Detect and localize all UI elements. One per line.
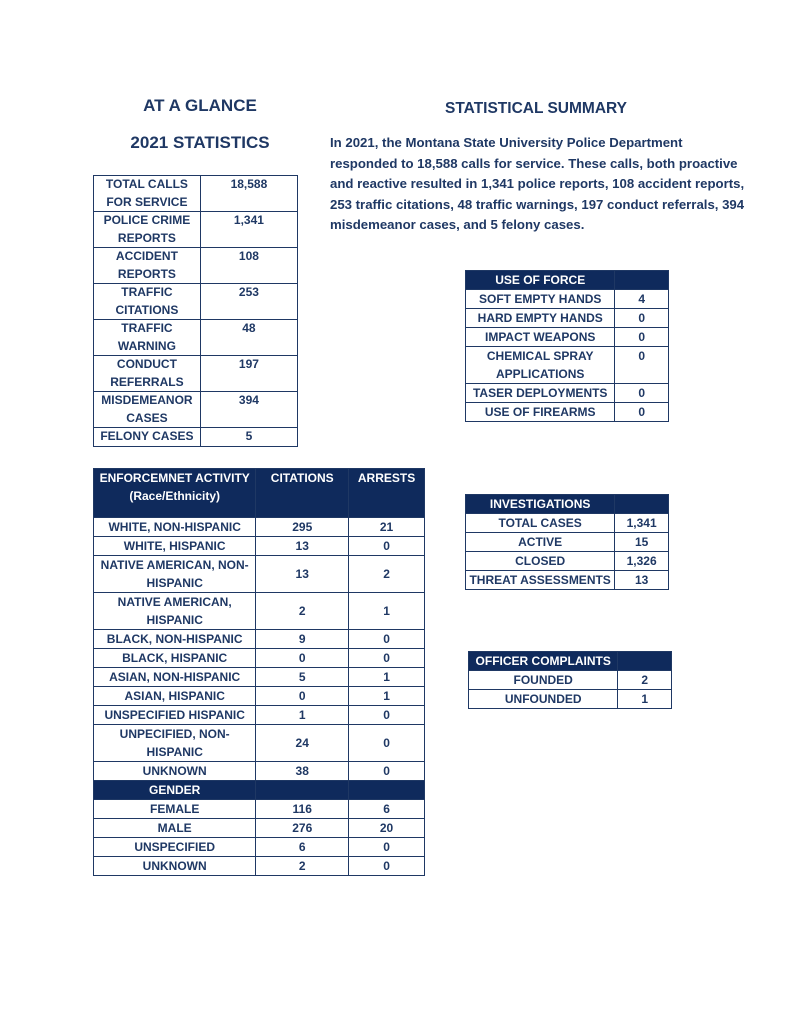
table-row xyxy=(94,838,425,857)
row-label: CONDUCT REFERRALS xyxy=(94,356,201,392)
table-row xyxy=(94,593,425,630)
row-label: NATIVE AMERICAN, NON-HISPANIC xyxy=(94,556,256,593)
table-row xyxy=(466,552,669,571)
arrests-value: 1 xyxy=(349,593,425,630)
use-of-force-header: USE OF FORCE xyxy=(466,271,615,290)
table-row xyxy=(466,309,669,328)
citations-value: 5 xyxy=(256,668,349,687)
table-row xyxy=(469,690,672,709)
row-label: TOTAL CALLS FOR SERVICE xyxy=(94,176,201,212)
row-label: CLOSED xyxy=(466,552,615,571)
row-label: THREAT ASSESSMENTS xyxy=(466,571,615,590)
header-empty-cell xyxy=(618,652,672,671)
row-label: USE OF FIREARMS xyxy=(466,403,615,422)
at-a-glance-table xyxy=(93,175,298,447)
citations-value: 116 xyxy=(256,800,349,819)
gender-header: GENDER xyxy=(94,781,256,800)
header-empty-cell xyxy=(615,271,669,290)
statistical-summary-text: In 2021, the Montana State University Police Department responded to 18,588 calls for service. These calls, both proactive and reactive resulted in 1,341 police reports, 108 accident reports, 253 traffic citations, 48 traffic warnings, 197 conduct referrals, 394 misdemeanor cases, and 5 felony cases. xyxy=(330,135,745,232)
table-row xyxy=(94,356,298,392)
row-label: UNSPECIFIED HISPANIC xyxy=(94,706,256,725)
arrests-value: 2 xyxy=(349,556,425,593)
row-label: NATIVE AMERICAN, HISPANIC xyxy=(94,593,256,630)
statistical-summary-title: STATISTICAL SUMMARY xyxy=(445,100,627,117)
table-row xyxy=(469,671,672,690)
row-label: UNKNOWN xyxy=(94,762,256,781)
row-value: 1,341 xyxy=(615,514,669,533)
table-row xyxy=(94,248,298,284)
row-label: POLICE CRIME REPORTS xyxy=(94,212,201,248)
citations-value: 295 xyxy=(256,518,349,537)
enforcement-activity-table xyxy=(93,468,425,876)
table-row xyxy=(94,176,298,212)
arrests-value: 21 xyxy=(349,518,425,537)
statistics-year-title: 2021 STATISTICS xyxy=(130,133,270,152)
arrests-value: 1 xyxy=(349,668,425,687)
row-label: TASER DEPLOYMENTS xyxy=(466,384,615,403)
citations-value: 2 xyxy=(256,857,349,876)
table-row xyxy=(94,649,425,668)
row-value: 2 xyxy=(618,671,672,690)
table-row xyxy=(94,537,425,556)
row-value: 18,588 xyxy=(200,176,297,212)
table-row xyxy=(466,533,669,552)
row-value: 4 xyxy=(615,290,669,309)
row-label: ASIAN, HISPANIC xyxy=(94,687,256,706)
table-row xyxy=(466,384,669,403)
citations-header: CITATIONS xyxy=(256,469,349,518)
citations-value: 0 xyxy=(256,649,349,668)
citations-value: 1 xyxy=(256,706,349,725)
row-value: 197 xyxy=(200,356,297,392)
table-row xyxy=(94,857,425,876)
table-row xyxy=(94,762,425,781)
row-label: UNSPECIFIED xyxy=(94,838,256,857)
at-a-glance-title: AT A GLANCE xyxy=(143,96,257,115)
row-value: 0 xyxy=(615,309,669,328)
row-value: 1 xyxy=(618,690,672,709)
row-value: 253 xyxy=(200,284,297,320)
row-label: ACCIDENT REPORTS xyxy=(94,248,201,284)
row-value: 1,341 xyxy=(200,212,297,248)
citations-value: 9 xyxy=(256,630,349,649)
row-label: TRAFFIC CITATIONS xyxy=(94,284,201,320)
row-label: TOTAL CASES xyxy=(466,514,615,533)
row-label: BLACK, HISPANIC xyxy=(94,649,256,668)
investigations-header: INVESTIGATIONS xyxy=(466,495,615,514)
row-value: 394 xyxy=(200,392,297,428)
row-label: WHITE, NON-HISPANIC xyxy=(94,518,256,537)
row-value: 15 xyxy=(615,533,669,552)
table-row xyxy=(466,403,669,422)
row-value: 0 xyxy=(615,328,669,347)
arrests-value: 0 xyxy=(349,537,425,556)
table-row xyxy=(94,392,298,428)
table-row xyxy=(94,668,425,687)
table-row xyxy=(94,320,298,356)
table-row xyxy=(94,800,425,819)
row-label: TRAFFIC WARNING xyxy=(94,320,201,356)
citations-value: 24 xyxy=(256,725,349,762)
row-value: 108 xyxy=(200,248,297,284)
row-label: MALE xyxy=(94,819,256,838)
table-row xyxy=(94,706,425,725)
arrests-value: 0 xyxy=(349,706,425,725)
table-row xyxy=(94,687,425,706)
row-label: UNKNOWN xyxy=(94,857,256,876)
arrests-value: 0 xyxy=(349,630,425,649)
citations-value: 13 xyxy=(256,537,349,556)
header-empty-cell xyxy=(349,781,425,800)
row-label: FOUNDED xyxy=(469,671,618,690)
row-value: 1,326 xyxy=(615,552,669,571)
row-label: BLACK, NON-HISPANIC xyxy=(94,630,256,649)
citations-value: 276 xyxy=(256,819,349,838)
row-value: 0 xyxy=(615,403,669,422)
arrests-value: 0 xyxy=(349,762,425,781)
table-row xyxy=(94,284,298,320)
table-row xyxy=(94,212,298,248)
table-row xyxy=(94,556,425,593)
row-label: UNPECIFIED, NON-HISPANIC xyxy=(94,725,256,762)
row-label: MISDEMEANOR CASES xyxy=(94,392,201,428)
row-label: ACTIVE xyxy=(466,533,615,552)
table-row xyxy=(466,347,669,384)
citations-value: 6 xyxy=(256,838,349,857)
row-label: FEMALE xyxy=(94,800,256,819)
table-row xyxy=(94,819,425,838)
citations-value: 2 xyxy=(256,593,349,630)
arrests-value: 1 xyxy=(349,687,425,706)
arrests-value: 20 xyxy=(349,819,425,838)
row-value: 0 xyxy=(615,347,669,384)
table-row xyxy=(94,725,425,762)
arrests-value: 0 xyxy=(349,649,425,668)
row-value: 0 xyxy=(615,384,669,403)
citations-value: 38 xyxy=(256,762,349,781)
row-value: 48 xyxy=(200,320,297,356)
row-label: HARD EMPTY HANDS xyxy=(466,309,615,328)
arrests-value: 0 xyxy=(349,838,425,857)
table-row xyxy=(466,290,669,309)
officer-complaints-table xyxy=(468,651,672,709)
table-row xyxy=(94,630,425,649)
use-of-force-table xyxy=(465,270,669,422)
table-row xyxy=(466,571,669,590)
officer-complaints-header: OFFICER COMPLAINTS xyxy=(469,652,618,671)
table-row xyxy=(466,328,669,347)
arrests-value: 0 xyxy=(349,725,425,762)
row-label: CHEMICAL SPRAY APPLICATIONS xyxy=(466,347,615,384)
row-label: UNFOUNDED xyxy=(469,690,618,709)
enforcement-activity-header: ENFORCEMNET ACTIVITY (Race/Ethnicity) xyxy=(94,469,256,518)
table-row xyxy=(466,514,669,533)
header-empty-cell xyxy=(256,781,349,800)
arrests-value: 0 xyxy=(349,857,425,876)
row-value: 13 xyxy=(615,571,669,590)
table-row xyxy=(94,428,298,447)
arrests-header: ARRESTS xyxy=(349,469,425,518)
row-value: 5 xyxy=(200,428,297,447)
header-empty-cell xyxy=(615,495,669,514)
citations-value: 13 xyxy=(256,556,349,593)
row-label: FELONY CASES xyxy=(94,428,201,447)
table-row xyxy=(94,518,425,537)
row-label: WHITE, HISPANIC xyxy=(94,537,256,556)
citations-value: 0 xyxy=(256,687,349,706)
row-label: IMPACT WEAPONS xyxy=(466,328,615,347)
arrests-value: 6 xyxy=(349,800,425,819)
row-label: ASIAN, NON-HISPANIC xyxy=(94,668,256,687)
row-label: SOFT EMPTY HANDS xyxy=(466,290,615,309)
investigations-table xyxy=(465,494,669,590)
